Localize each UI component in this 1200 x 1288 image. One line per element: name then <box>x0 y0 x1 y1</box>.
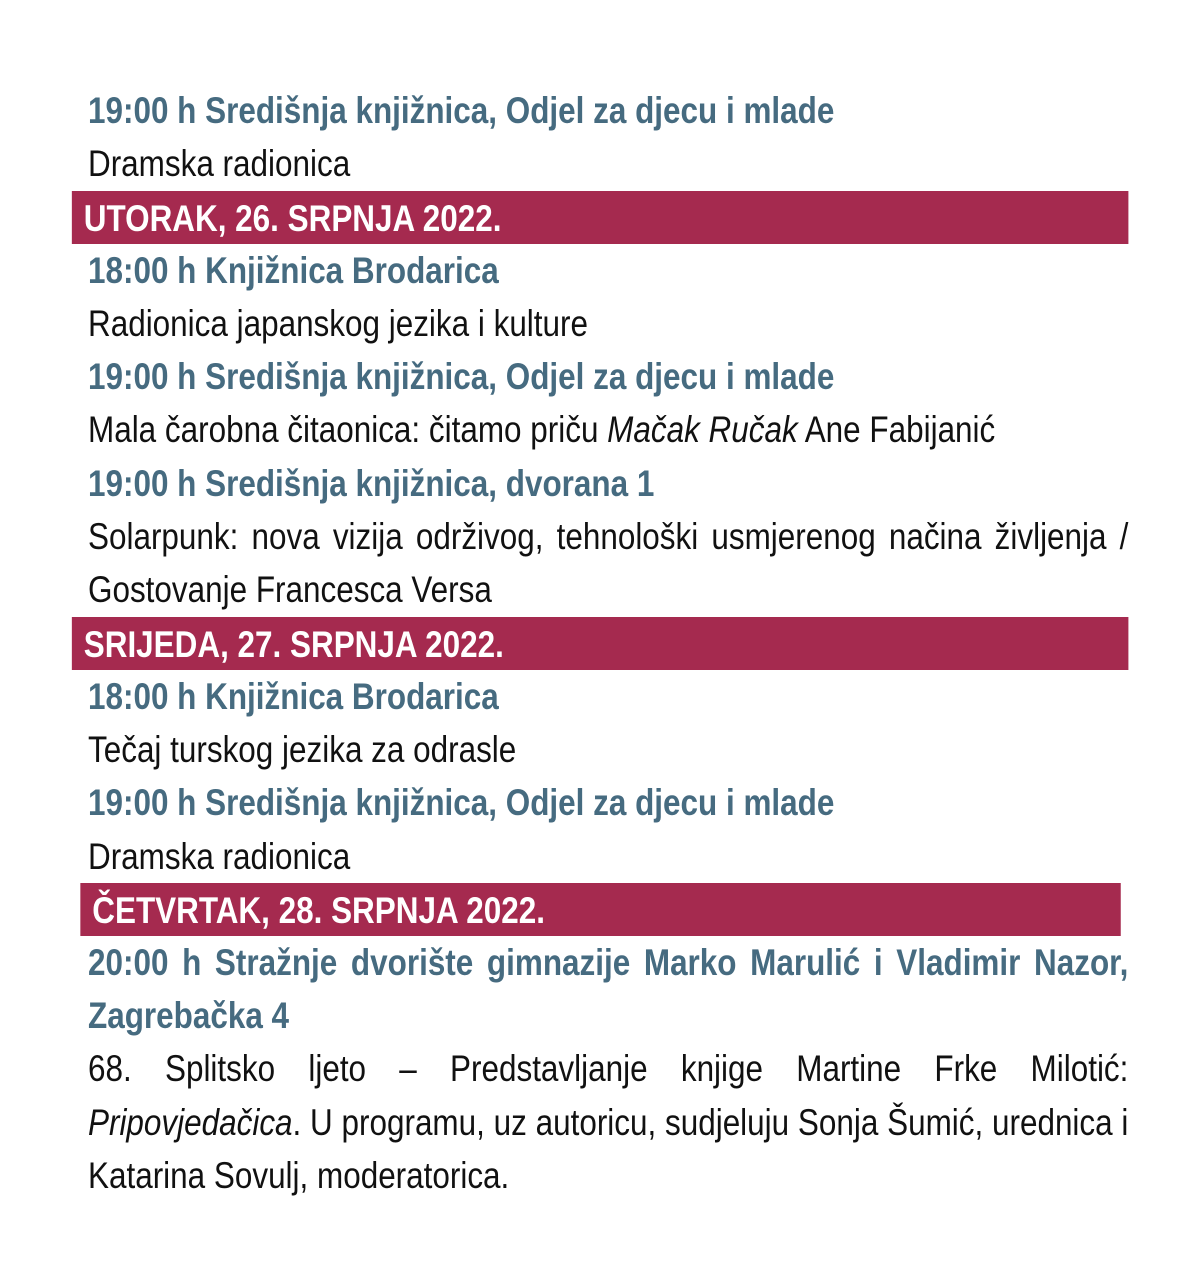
event-heading: 18:00 h Knjižnica Brodarica <box>88 249 499 291</box>
event-description <box>88 1042 1128 1202</box>
date-banner: UTORAK, 26. SRPNJA 2022. <box>72 191 1129 244</box>
text: Mala čarobna čitaonica: čitamo priču <box>88 409 608 451</box>
event-heading: 19:00 h Središnja knjižnica, Odjel za djecu i mlade <box>88 356 835 398</box>
event-description: Solarpunk: nova vizija održivog, tehnološki usmjerenog načina življenja / Gostovanje Francesca Versa <box>88 516 1129 611</box>
text: Ane Fabijanić <box>797 409 996 451</box>
book-title: Mačak Ručak <box>607 409 798 451</box>
book-title: Pripovjedačica <box>88 1101 293 1143</box>
event-heading: 19:00 h Središnja knjižnica, Odjel za djecu i mlade <box>88 90 835 131</box>
event-heading: 19:00 h Središnja knjižnica, Odjel za djecu i mlade <box>88 782 835 824</box>
event-heading: 20:00 h Stražnje dvorište gimnazije Marko Marulić i Vladimir Nazor, Zagrebačka 4 <box>88 941 1129 1037</box>
event-description: Dramska radionica <box>88 835 351 877</box>
text: 68. Splitsko ljeto – Predstavljanje knjige Martine Frke Milotić: <box>88 1048 1129 1090</box>
event-schedule <box>83 84 1129 1202</box>
event-heading: 18:00 h Knjižnica Brodarica <box>88 675 499 717</box>
text: . U programu, uz autoricu, sudjeluju Sonja Šumić, urednica i Katarina Sovulj, moderatorica. <box>88 1101 1129 1197</box>
event-description: Tečaj turskog jezika za odrasle <box>88 728 517 770</box>
event-description: Radionica japanskog jezika i kulture <box>88 302 588 344</box>
date-banner: ČETVRTAK, 28. SRPNJA 2022. <box>80 883 1120 936</box>
event-description: Dramska radionica <box>88 143 351 185</box>
event-heading: 19:00 h Središnja knjižnica, dvorana 1 <box>88 462 655 504</box>
event-description <box>88 403 1128 456</box>
date-banner: SRIJEDA, 27. SRPNJA 2022. <box>72 617 1129 670</box>
